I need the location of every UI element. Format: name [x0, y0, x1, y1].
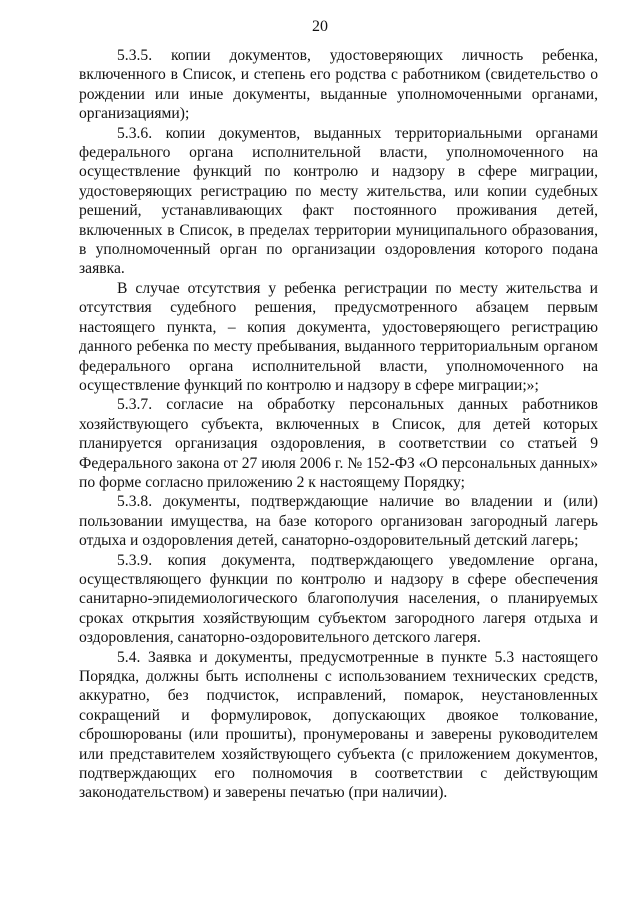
- paragraph-5-3-6-note: В случае отсутствия у ребенка регистрации по месту жительства и отсутствия судебного решения, предусмотренного абзацем первым настоящего пункта, – копия документа, удостоверяющего регистрацию данного ребенка по месту пребывания, выданного территориальным органом федерального органа исполнительной власти, уполномоченного на осуществление функций по контролю и надзору в сфере миграции;»;: [79, 279, 598, 394]
- paragraph-5-3-8: 5.3.8. документы, подтверждающие наличие во владении и (или) пользовании имущества, на базе которого организован загородный лагерь отдыха и оздоровления детей, санаторно-оздоровительный детский лагерь;: [79, 493, 598, 550]
- paragraph-5-3-7: 5.3.7. согласие на обработку персональных данных работников хозяйствующего субъекта, включенных в Список, для детей которых планируется организация оздоровления, в соответствии со статьей 9 Федерального закона от 27 июля 2006 г. № 152-ФЗ «О персональных данных» по форме согласно приложению 2 к настоящему Порядку;: [79, 396, 598, 491]
- document-body: [79, 46, 598, 803]
- paragraph-5-4: 5.4. Заявка и документы, предусмотренные в пункте 5.3 настоящего Порядка, должны быть исполнены с использованием технических средств, аккуратно, без подчисток, исправлений, помарок, неустановленных сокращений и формулировок, допускающих двоякое толкование, сброшюрованы (или прошиты), пронумерованы и заверены руководителем или представителем хозяйствующего субъекта (с приложением документов, подтверждающих его полномочия в соответствии с действующим законодательством) и заверены печатью (при наличии).: [79, 648, 598, 802]
- page-number: 20: [312, 18, 328, 35]
- paragraph-5-3-9: 5.3.9. копия документа, подтверждающего уведомление органа, осуществляющего функции по контролю и надзору в сфере обеспечения санитарно-эпидемиологического благополучия населения, о планируемых сроках открытия хозяйствующим субъектом загородного лагеря отдыха и оздоровления, санаторно-оздоровительного детского лагеря.: [79, 551, 598, 647]
- paragraph-5-3-5: 5.3.5. копии документов, удостоверяющих личность ребенка, включенного в Список, и степень его родства с работником (свидетельство о рождении или иные документы, выданные уполномоченными органами, организациями);: [79, 47, 598, 123]
- paragraph-5-3-6: 5.3.6. копии документов, выданных территориальными органами федерального органа исполнительной власти, уполномоченного на осуществление функций по контролю и надзору в сфере миграции, удостоверяющих регистрацию по месту жительства, или копии судебных решений, устанавливающих факт постоянного проживания детей, включенных в Список, в пределах территории муниципального образования, в уполномоченный орган по организации оздоровления которого подана заявка.: [79, 124, 598, 278]
